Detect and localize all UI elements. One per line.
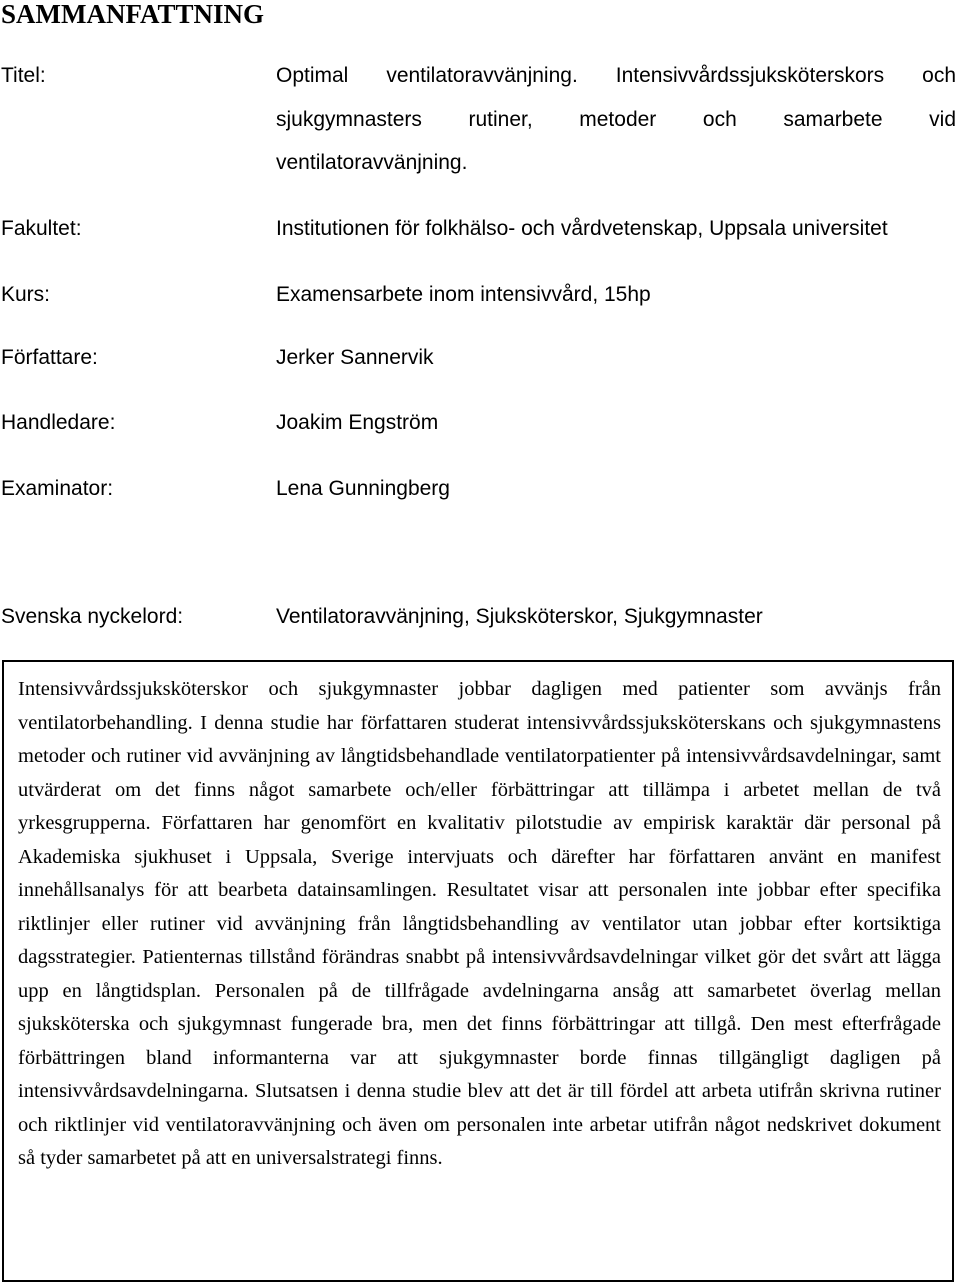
keywords-value: Ventilatoravvänjning, Sjuksköterskor, Sjukgymnaster xyxy=(276,605,763,628)
keywords-label: Svenska nyckelord: xyxy=(1,605,184,628)
faculty-label: Fakultet: xyxy=(1,217,82,240)
abstract-text: Intensivvårdssjuksköterskor och sjukgymnaster jobbar dagligen med patienter som avvänjs från ventilatorbehandling. I denna studie har författaren studerat intensivvårdssjuksköterskans och sjukgymnastens metoder och rutiner vid avvänjning av långtidsbehandlade ventilatorpatienter på intensivvårdsavdelningar, samt utvärderat om det finns något samarbete och/eller förbättringar att tillämpa i arbetet mellan de två yrkesgrupperna. Författaren har genomfört en kvalitativ pilotstudie av empirisk karaktär där personal på Akademiska sjukhuset i Uppsala, Sverige intervjuats och därefter har författaren använt en manifest innehållsanalys för att bearbeta datainsamlingen. Resultatet visar att personalen inte jobbar efter specifika riktlinjer eller rutiner vid avvänjning från långtidsbehandling av ventilator utan jobbar efter kortsiktiga dagsstrategier. Patienternas tillstånd förändras snabbt på intensivvårdsavdelningar vilket gör det svårt att lägga upp en långtidsplan. Personalen på de tillfrågade avdelningarna ansåg att samarbetet överlag mellan sjuksköterska och sjukgymnast fungerade bra, men det finns förbättringar att tillgå. Den mest efterfrågade förbättringen bland informanterna var att sjukgymnaster borde finnas tillgängligt dagligen på intensivvårdsavdelningarna. Slutsatsen i denna studie blev att det är till fördel att arbeta utifrån skrivna rutiner och riktlinjer vid ventilatoravvänjning och även om personalen inte arbetar utifrån något nedskrivet dokument så tyder samarbetet på att en universalstrategi finns. xyxy=(18,678,941,1169)
author-value: Jerker Sannervik xyxy=(276,346,434,369)
course-label: Kurs: xyxy=(1,283,51,306)
examiner-value: Lena Gunningberg xyxy=(276,477,450,500)
supervisor-label: Handledare: xyxy=(1,411,116,434)
title-line-2: sjukgymnasters rutiner, metoder och samarbete vid xyxy=(276,108,956,131)
page-heading: SAMMANFATTNING xyxy=(1,0,264,29)
examiner-label: Examinator: xyxy=(1,477,114,500)
supervisor-value: Joakim Engström xyxy=(276,411,439,434)
title-line-3: ventilatoravvänjning. xyxy=(276,151,468,174)
course-value: Examensarbete inom intensivvård, 15hp xyxy=(276,283,651,306)
faculty-value: Institutionen för folkhälso- och vårdvetenskap, Uppsala universitet xyxy=(276,217,888,240)
title-label: Titel: xyxy=(1,64,46,87)
author-label: Författare: xyxy=(1,346,98,369)
title-line-1: Optimal ventilatoravvänjning. Intensivvårdssjuksköterskors och xyxy=(276,64,956,87)
